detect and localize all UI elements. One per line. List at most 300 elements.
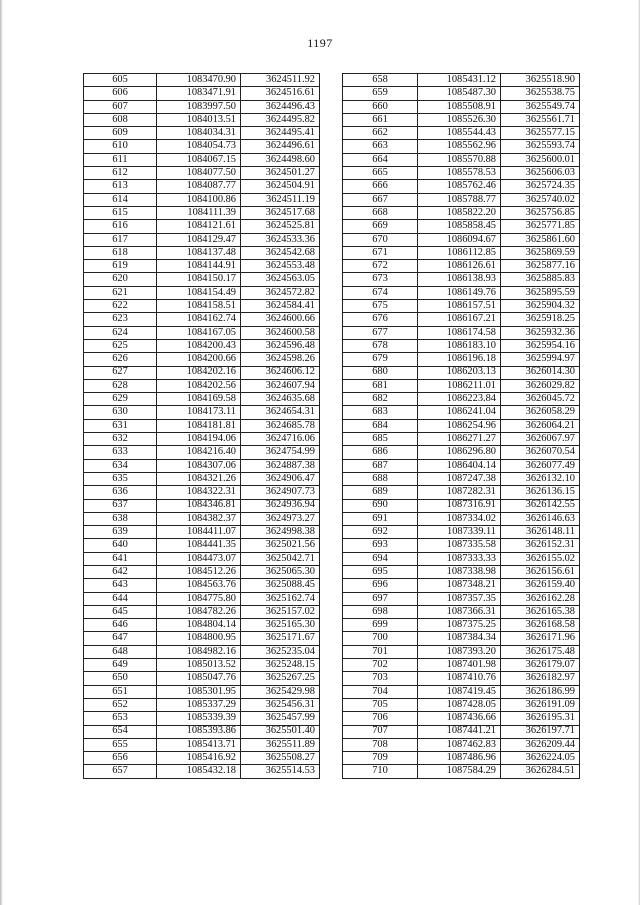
y-coordinate-cell: 3625157.02 bbox=[241, 605, 320, 618]
x-coordinate-cell: 1087316.91 bbox=[418, 499, 501, 512]
table-row bbox=[343, 339, 580, 352]
x-coordinate-cell: 1086241.04 bbox=[418, 406, 501, 419]
y-coordinate-cell: 3626168.58 bbox=[501, 619, 580, 632]
x-coordinate-cell: 1087441.21 bbox=[418, 725, 501, 738]
table-row bbox=[84, 472, 320, 485]
table-row bbox=[84, 286, 320, 299]
table-row bbox=[84, 605, 320, 618]
table-row bbox=[343, 486, 580, 499]
table-row bbox=[343, 313, 580, 326]
x-coordinate-cell: 1086167.21 bbox=[418, 313, 501, 326]
table-row bbox=[343, 672, 580, 685]
y-coordinate-cell: 3625994.97 bbox=[501, 353, 580, 366]
x-coordinate-cell: 1086223.84 bbox=[418, 393, 501, 406]
point-number-cell: 657 bbox=[84, 765, 157, 778]
y-coordinate-cell: 3626064.21 bbox=[501, 419, 580, 432]
y-coordinate-cell: 3624584.41 bbox=[241, 300, 320, 313]
page-number: 1197 bbox=[307, 36, 333, 50]
x-coordinate-cell: 1084087.77 bbox=[157, 180, 241, 193]
y-coordinate-cell: 3626162.28 bbox=[501, 592, 580, 605]
table-row bbox=[343, 419, 580, 432]
x-coordinate-cell: 1084200.43 bbox=[157, 339, 241, 352]
point-number-cell: 614 bbox=[84, 193, 157, 206]
x-coordinate-cell: 1087401.98 bbox=[418, 659, 501, 672]
y-coordinate-cell: 3624533.36 bbox=[241, 233, 320, 246]
y-coordinate-cell: 3626156.61 bbox=[501, 565, 580, 578]
y-coordinate-cell: 3625267.25 bbox=[241, 672, 320, 685]
y-coordinate-cell: 3626182.97 bbox=[501, 672, 580, 685]
y-coordinate-cell: 3624596.48 bbox=[241, 339, 320, 352]
x-coordinate-cell: 1085431.12 bbox=[418, 74, 501, 87]
x-coordinate-cell: 1087282.31 bbox=[418, 486, 501, 499]
point-number-cell: 678 bbox=[343, 339, 418, 352]
y-coordinate-cell: 3625042.71 bbox=[241, 552, 320, 565]
y-coordinate-cell: 3624716.06 bbox=[241, 433, 320, 446]
x-coordinate-cell: 1084322.31 bbox=[157, 486, 241, 499]
table-row bbox=[84, 433, 320, 446]
table-row bbox=[84, 446, 320, 459]
y-coordinate-cell: 3624498.60 bbox=[241, 153, 320, 166]
y-coordinate-cell: 3626152.31 bbox=[501, 539, 580, 552]
point-number-cell: 639 bbox=[84, 526, 157, 539]
y-coordinate-cell: 3624511.19 bbox=[241, 193, 320, 206]
point-number-cell: 691 bbox=[343, 512, 418, 525]
x-coordinate-cell: 1084775.80 bbox=[157, 592, 241, 605]
table-row bbox=[84, 206, 320, 219]
y-coordinate-cell: 3624998.38 bbox=[241, 526, 320, 539]
x-coordinate-cell: 1084411.07 bbox=[157, 526, 241, 539]
y-coordinate-cell: 3624906.47 bbox=[241, 472, 320, 485]
x-coordinate-cell: 1084321.26 bbox=[157, 472, 241, 485]
point-number-cell: 692 bbox=[343, 526, 418, 539]
x-coordinate-cell: 1087462.83 bbox=[418, 738, 501, 751]
y-coordinate-cell: 3625457.99 bbox=[241, 712, 320, 725]
x-coordinate-cell: 1084181.81 bbox=[157, 419, 241, 432]
point-number-cell: 642 bbox=[84, 565, 157, 578]
x-coordinate-cell: 1085047.76 bbox=[157, 672, 241, 685]
point-number-cell: 658 bbox=[343, 74, 418, 87]
x-coordinate-cell: 1084512.26 bbox=[157, 565, 241, 578]
x-coordinate-cell: 1084782.26 bbox=[157, 605, 241, 618]
y-coordinate-cell: 3624495.41 bbox=[241, 127, 320, 140]
x-coordinate-cell: 1084158.51 bbox=[157, 300, 241, 313]
y-coordinate-cell: 3625932.36 bbox=[501, 326, 580, 339]
x-coordinate-cell: 1086183.10 bbox=[418, 339, 501, 352]
x-coordinate-cell: 1087410.76 bbox=[418, 672, 501, 685]
y-coordinate-cell: 3625577.15 bbox=[501, 127, 580, 140]
y-coordinate-cell: 3624517.68 bbox=[241, 206, 320, 219]
y-coordinate-cell: 3626148.11 bbox=[501, 526, 580, 539]
x-coordinate-cell: 1087338.98 bbox=[418, 565, 501, 578]
point-number-cell: 611 bbox=[84, 153, 157, 166]
point-number-cell: 628 bbox=[84, 379, 157, 392]
x-coordinate-cell: 1085337.29 bbox=[157, 698, 241, 711]
table-row bbox=[84, 512, 320, 525]
point-number-cell: 608 bbox=[84, 113, 157, 126]
point-number-cell: 707 bbox=[343, 725, 418, 738]
table-row bbox=[84, 100, 320, 113]
x-coordinate-cell: 1084202.16 bbox=[157, 366, 241, 379]
y-coordinate-cell: 3625606.03 bbox=[501, 167, 580, 180]
x-coordinate-cell: 1085432.18 bbox=[157, 765, 241, 778]
x-coordinate-cell: 1085013.52 bbox=[157, 659, 241, 672]
table-row bbox=[343, 552, 580, 565]
x-coordinate-cell: 1087384.34 bbox=[418, 632, 501, 645]
x-coordinate-cell: 1087357.35 bbox=[418, 592, 501, 605]
x-coordinate-cell: 1086404.14 bbox=[418, 459, 501, 472]
point-number-cell: 622 bbox=[84, 300, 157, 313]
point-number-cell: 613 bbox=[84, 180, 157, 193]
x-coordinate-cell: 1085416.92 bbox=[157, 752, 241, 765]
point-number-cell: 689 bbox=[343, 486, 418, 499]
y-coordinate-cell: 3625756.85 bbox=[501, 206, 580, 219]
x-coordinate-cell: 1084194.06 bbox=[157, 433, 241, 446]
x-coordinate-cell: 1084077.50 bbox=[157, 167, 241, 180]
point-number-cell: 697 bbox=[343, 592, 418, 605]
x-coordinate-cell: 1084216.40 bbox=[157, 446, 241, 459]
y-coordinate-cell: 3625740.02 bbox=[501, 193, 580, 206]
point-number-cell: 618 bbox=[84, 246, 157, 259]
y-coordinate-cell: 3625165.30 bbox=[241, 619, 320, 632]
x-coordinate-cell: 1085301.95 bbox=[157, 685, 241, 698]
table-row bbox=[343, 193, 580, 206]
table-row bbox=[84, 220, 320, 233]
x-coordinate-cell: 1086254.96 bbox=[418, 419, 501, 432]
point-number-cell: 617 bbox=[84, 233, 157, 246]
table-row bbox=[84, 499, 320, 512]
x-coordinate-cell: 1087486.96 bbox=[418, 752, 501, 765]
y-coordinate-cell: 3625171.67 bbox=[241, 632, 320, 645]
point-number-cell: 637 bbox=[84, 499, 157, 512]
point-number-cell: 705 bbox=[343, 698, 418, 711]
y-coordinate-cell: 3624572.82 bbox=[241, 286, 320, 299]
y-coordinate-cell: 3626179.07 bbox=[501, 659, 580, 672]
table-row bbox=[84, 167, 320, 180]
y-coordinate-cell: 3625162.74 bbox=[241, 592, 320, 605]
x-coordinate-cell: 1084111.39 bbox=[157, 206, 241, 219]
x-coordinate-cell: 1085487.30 bbox=[418, 87, 501, 100]
table-row bbox=[343, 752, 580, 765]
point-number-cell: 609 bbox=[84, 127, 157, 140]
x-coordinate-cell: 1084121.61 bbox=[157, 220, 241, 233]
x-coordinate-cell: 1083470.90 bbox=[157, 74, 241, 87]
table-row bbox=[84, 300, 320, 313]
table-row bbox=[343, 167, 580, 180]
point-number-cell: 694 bbox=[343, 552, 418, 565]
point-number-cell: 708 bbox=[343, 738, 418, 751]
point-number-cell: 695 bbox=[343, 565, 418, 578]
table-row bbox=[84, 153, 320, 166]
point-number-cell: 701 bbox=[343, 645, 418, 658]
x-coordinate-cell: 1083997.50 bbox=[157, 100, 241, 113]
table-row bbox=[84, 313, 320, 326]
point-number-cell: 682 bbox=[343, 393, 418, 406]
point-number-cell: 662 bbox=[343, 127, 418, 140]
point-number-cell: 677 bbox=[343, 326, 418, 339]
x-coordinate-cell: 1084804.14 bbox=[157, 619, 241, 632]
table-row bbox=[343, 472, 580, 485]
y-coordinate-cell: 3626058.29 bbox=[501, 406, 580, 419]
x-coordinate-cell: 1084034.31 bbox=[157, 127, 241, 140]
point-number-cell: 647 bbox=[84, 632, 157, 645]
point-number-cell: 685 bbox=[343, 433, 418, 446]
table-row bbox=[343, 127, 580, 140]
table-row bbox=[84, 565, 320, 578]
x-coordinate-cell: 1085578.53 bbox=[418, 167, 501, 180]
table-row bbox=[84, 645, 320, 658]
x-coordinate-cell: 1084982.16 bbox=[157, 645, 241, 658]
point-number-cell: 661 bbox=[343, 113, 418, 126]
y-coordinate-cell: 3625065.30 bbox=[241, 565, 320, 578]
x-coordinate-cell: 1085508.91 bbox=[418, 100, 501, 113]
y-coordinate-cell: 3626191.09 bbox=[501, 698, 580, 711]
y-coordinate-cell: 3626155.02 bbox=[501, 552, 580, 565]
y-coordinate-cell: 3625593.74 bbox=[501, 140, 580, 153]
y-coordinate-cell: 3624635.68 bbox=[241, 393, 320, 406]
x-coordinate-cell: 1086174.58 bbox=[418, 326, 501, 339]
table-row bbox=[343, 100, 580, 113]
table-row bbox=[343, 433, 580, 446]
table-row bbox=[84, 659, 320, 672]
y-coordinate-cell: 3625501.40 bbox=[241, 725, 320, 738]
point-number-cell: 686 bbox=[343, 446, 418, 459]
x-coordinate-cell: 1086112.85 bbox=[418, 246, 501, 259]
point-number-cell: 653 bbox=[84, 712, 157, 725]
point-number-cell: 624 bbox=[84, 326, 157, 339]
point-number-cell: 605 bbox=[84, 74, 157, 87]
point-number-cell: 649 bbox=[84, 659, 157, 672]
table-row bbox=[343, 632, 580, 645]
y-coordinate-cell: 3624553.48 bbox=[241, 260, 320, 273]
table-row bbox=[343, 74, 580, 87]
point-number-cell: 620 bbox=[84, 273, 157, 286]
table-row bbox=[84, 419, 320, 432]
point-number-cell: 704 bbox=[343, 685, 418, 698]
y-coordinate-cell: 3624907.73 bbox=[241, 486, 320, 499]
table-row bbox=[343, 220, 580, 233]
table-row bbox=[343, 565, 580, 578]
x-coordinate-cell: 1084054.73 bbox=[157, 140, 241, 153]
point-number-cell: 679 bbox=[343, 353, 418, 366]
x-coordinate-cell: 1087419.45 bbox=[418, 685, 501, 698]
scan-left-edge bbox=[0, 0, 3, 905]
point-number-cell: 667 bbox=[343, 193, 418, 206]
y-coordinate-cell: 3626077.49 bbox=[501, 459, 580, 472]
y-coordinate-cell: 3625021.56 bbox=[241, 539, 320, 552]
point-number-cell: 659 bbox=[343, 87, 418, 100]
x-coordinate-cell: 1087348.21 bbox=[418, 579, 501, 592]
point-number-cell: 643 bbox=[84, 579, 157, 592]
point-number-cell: 610 bbox=[84, 140, 157, 153]
point-number-cell: 706 bbox=[343, 712, 418, 725]
table-row bbox=[343, 406, 580, 419]
y-coordinate-cell: 3625600.01 bbox=[501, 153, 580, 166]
table-row bbox=[84, 592, 320, 605]
point-number-cell: 607 bbox=[84, 100, 157, 113]
x-coordinate-cell: 1085570.88 bbox=[418, 153, 501, 166]
x-coordinate-cell: 1086094.67 bbox=[418, 233, 501, 246]
y-coordinate-cell: 3624654.31 bbox=[241, 406, 320, 419]
table-row bbox=[84, 180, 320, 193]
table-row bbox=[343, 619, 580, 632]
table-row bbox=[343, 659, 580, 672]
table-row bbox=[84, 353, 320, 366]
point-number-cell: 646 bbox=[84, 619, 157, 632]
y-coordinate-cell: 3626014.30 bbox=[501, 366, 580, 379]
point-number-cell: 651 bbox=[84, 685, 157, 698]
y-coordinate-cell: 3625429.98 bbox=[241, 685, 320, 698]
table-row bbox=[84, 619, 320, 632]
x-coordinate-cell: 1086196.18 bbox=[418, 353, 501, 366]
table-row bbox=[343, 153, 580, 166]
table-row bbox=[343, 499, 580, 512]
y-coordinate-cell: 3624600.66 bbox=[241, 313, 320, 326]
table-row bbox=[343, 512, 580, 525]
point-number-cell: 626 bbox=[84, 353, 157, 366]
point-number-cell: 635 bbox=[84, 472, 157, 485]
table-row bbox=[343, 738, 580, 751]
table-row bbox=[343, 180, 580, 193]
point-number-cell: 703 bbox=[343, 672, 418, 685]
table-row bbox=[84, 459, 320, 472]
y-coordinate-cell: 3626070.54 bbox=[501, 446, 580, 459]
table-row bbox=[343, 685, 580, 698]
x-coordinate-cell: 1084202.56 bbox=[157, 379, 241, 392]
table-row bbox=[84, 260, 320, 273]
y-coordinate-cell: 3624600.58 bbox=[241, 326, 320, 339]
point-number-cell: 664 bbox=[343, 153, 418, 166]
table-row bbox=[343, 260, 580, 273]
table-row bbox=[343, 459, 580, 472]
x-coordinate-cell: 1084144.91 bbox=[157, 260, 241, 273]
table-row bbox=[84, 379, 320, 392]
table-row bbox=[84, 393, 320, 406]
x-coordinate-cell: 1087334.02 bbox=[418, 512, 501, 525]
point-number-cell: 669 bbox=[343, 220, 418, 233]
y-coordinate-cell: 3625561.71 bbox=[501, 113, 580, 126]
table-row bbox=[343, 605, 580, 618]
x-coordinate-cell: 1085762.46 bbox=[418, 180, 501, 193]
table-row bbox=[343, 87, 580, 100]
table-row bbox=[343, 140, 580, 153]
point-number-cell: 652 bbox=[84, 698, 157, 711]
point-number-cell: 641 bbox=[84, 552, 157, 565]
y-coordinate-cell: 3625724.35 bbox=[501, 180, 580, 193]
x-coordinate-cell: 1086211.01 bbox=[418, 379, 501, 392]
y-coordinate-cell: 3626142.55 bbox=[501, 499, 580, 512]
x-coordinate-cell: 1087393.20 bbox=[418, 645, 501, 658]
y-coordinate-cell: 3626224.05 bbox=[501, 752, 580, 765]
x-coordinate-cell: 1085562.96 bbox=[418, 140, 501, 153]
point-number-cell: 632 bbox=[84, 433, 157, 446]
point-number-cell: 684 bbox=[343, 419, 418, 432]
point-number-cell: 672 bbox=[343, 260, 418, 273]
y-coordinate-cell: 3626209.44 bbox=[501, 738, 580, 751]
y-coordinate-cell: 3624607.94 bbox=[241, 379, 320, 392]
point-number-cell: 676 bbox=[343, 313, 418, 326]
point-number-cell: 663 bbox=[343, 140, 418, 153]
y-coordinate-cell: 3624496.61 bbox=[241, 140, 320, 153]
y-coordinate-cell: 3624511.92 bbox=[241, 74, 320, 87]
x-coordinate-cell: 1084162.74 bbox=[157, 313, 241, 326]
y-coordinate-cell: 3625511.89 bbox=[241, 738, 320, 751]
x-coordinate-cell: 1087339.11 bbox=[418, 526, 501, 539]
table-row bbox=[84, 579, 320, 592]
y-coordinate-cell: 3625771.85 bbox=[501, 220, 580, 233]
x-coordinate-cell: 1087247.38 bbox=[418, 472, 501, 485]
point-number-cell: 629 bbox=[84, 393, 157, 406]
y-coordinate-cell: 3625235.04 bbox=[241, 645, 320, 658]
point-number-cell: 633 bbox=[84, 446, 157, 459]
x-coordinate-cell: 1085858.45 bbox=[418, 220, 501, 233]
y-coordinate-cell: 3625508.27 bbox=[241, 752, 320, 765]
y-coordinate-cell: 3625895.59 bbox=[501, 286, 580, 299]
table-row bbox=[343, 246, 580, 259]
y-coordinate-cell: 3626067.97 bbox=[501, 433, 580, 446]
x-coordinate-cell: 1086157.51 bbox=[418, 300, 501, 313]
point-number-cell: 680 bbox=[343, 366, 418, 379]
point-number-cell: 621 bbox=[84, 286, 157, 299]
table-row bbox=[84, 406, 320, 419]
table-row bbox=[84, 765, 320, 778]
y-coordinate-cell: 3626029.82 bbox=[501, 379, 580, 392]
x-coordinate-cell: 1085788.77 bbox=[418, 193, 501, 206]
table-row bbox=[343, 725, 580, 738]
table-row bbox=[343, 366, 580, 379]
x-coordinate-cell: 1084169.58 bbox=[157, 393, 241, 406]
x-coordinate-cell: 1084346.81 bbox=[157, 499, 241, 512]
table-row bbox=[84, 539, 320, 552]
table-row bbox=[343, 233, 580, 246]
point-number-cell: 625 bbox=[84, 339, 157, 352]
y-coordinate-cell: 3624496.43 bbox=[241, 100, 320, 113]
point-number-cell: 698 bbox=[343, 605, 418, 618]
table-row bbox=[343, 273, 580, 286]
y-coordinate-cell: 3625861.60 bbox=[501, 233, 580, 246]
y-coordinate-cell: 3626159.40 bbox=[501, 579, 580, 592]
y-coordinate-cell: 3625248.15 bbox=[241, 659, 320, 672]
x-coordinate-cell: 1084173.11 bbox=[157, 406, 241, 419]
point-number-cell: 638 bbox=[84, 512, 157, 525]
x-coordinate-cell: 1085526.30 bbox=[418, 113, 501, 126]
point-number-cell: 670 bbox=[343, 233, 418, 246]
table-row bbox=[84, 552, 320, 565]
y-coordinate-cell: 3624525.81 bbox=[241, 220, 320, 233]
table-row bbox=[84, 672, 320, 685]
table-row bbox=[84, 87, 320, 100]
point-number-cell: 693 bbox=[343, 539, 418, 552]
y-coordinate-cell: 3624495.82 bbox=[241, 113, 320, 126]
x-coordinate-cell: 1087375.25 bbox=[418, 619, 501, 632]
y-coordinate-cell: 3625904.32 bbox=[501, 300, 580, 313]
point-number-cell: 654 bbox=[84, 725, 157, 738]
x-coordinate-cell: 1087436.66 bbox=[418, 712, 501, 725]
point-number-cell: 636 bbox=[84, 486, 157, 499]
coordinates-table-left bbox=[83, 73, 320, 779]
x-coordinate-cell: 1086126.61 bbox=[418, 260, 501, 273]
y-coordinate-cell: 3624685.78 bbox=[241, 419, 320, 432]
table-row bbox=[84, 74, 320, 87]
x-coordinate-cell: 1085393.86 bbox=[157, 725, 241, 738]
y-coordinate-cell: 3625549.74 bbox=[501, 100, 580, 113]
point-number-cell: 615 bbox=[84, 206, 157, 219]
y-coordinate-cell: 3626175.48 bbox=[501, 645, 580, 658]
table-row bbox=[343, 446, 580, 459]
x-coordinate-cell: 1084100.86 bbox=[157, 193, 241, 206]
y-coordinate-cell: 3625869.59 bbox=[501, 246, 580, 259]
point-number-cell: 619 bbox=[84, 260, 157, 273]
x-coordinate-cell: 1085822.20 bbox=[418, 206, 501, 219]
